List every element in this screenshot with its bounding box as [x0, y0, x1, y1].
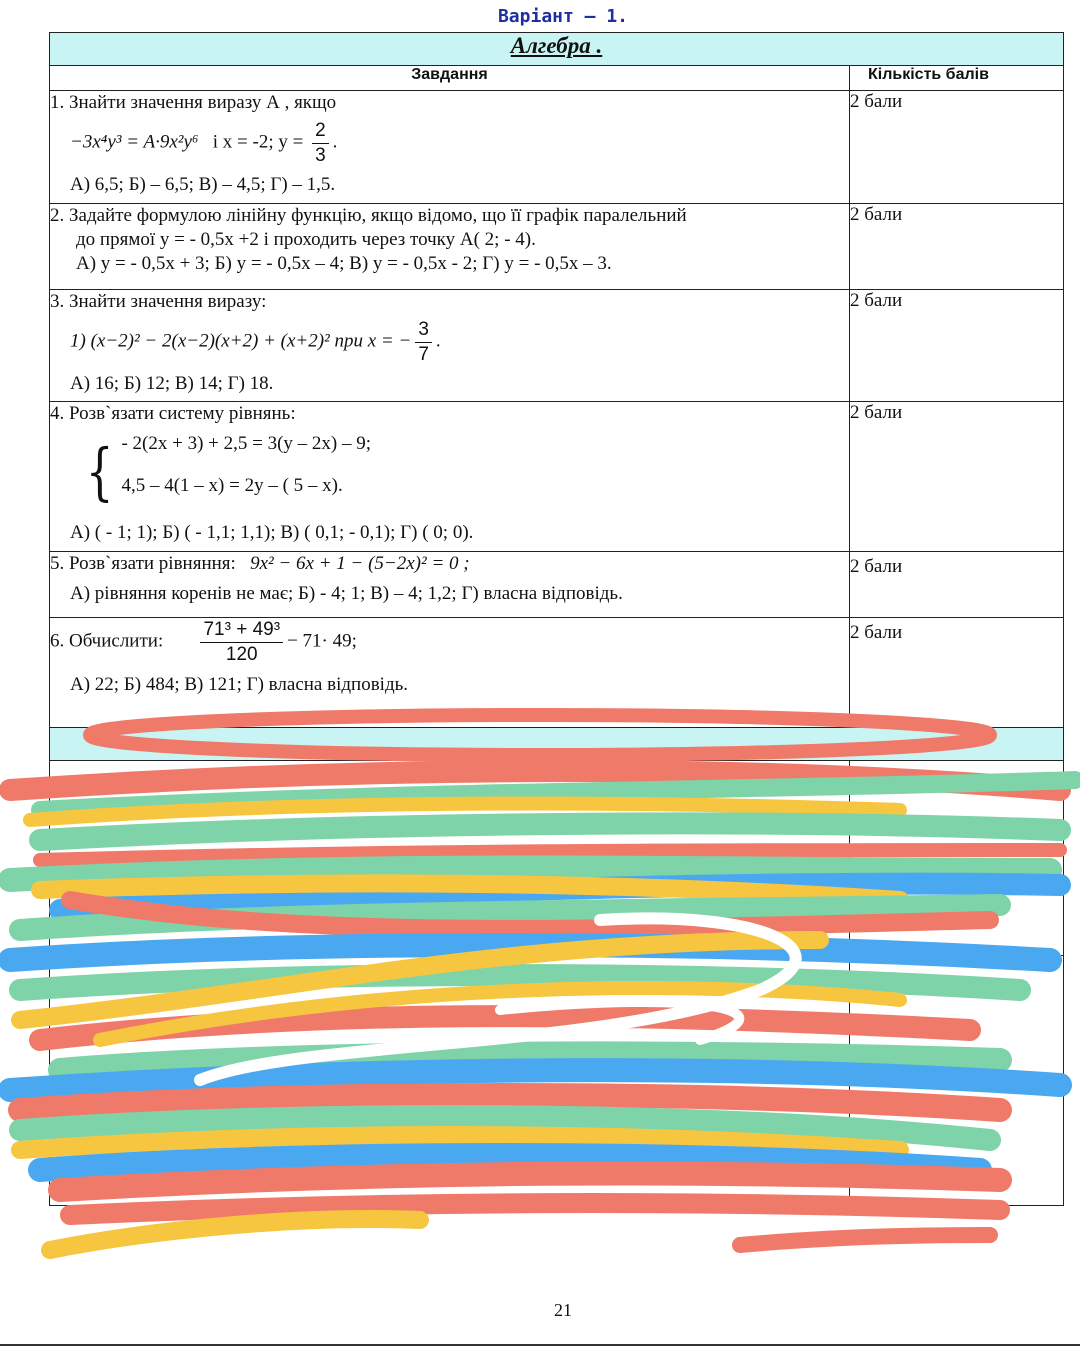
variant-title: Варіант – 1.	[497, 6, 629, 27]
column-points: Кількість балів	[850, 66, 1064, 91]
task-6-line: 6. Обчислити: $\frac{\text{71³ + 49³}}{120}$ − 71· 49;	[50, 619, 357, 665]
brace-icon: {	[85, 434, 114, 508]
task-2-line-1: 2. Задайте формулою лінійну функцію, якщо відомо, що її графік паралельний	[50, 205, 687, 226]
task-2-points: 2 бали	[850, 204, 1064, 290]
task-row-2	[50, 204, 1064, 290]
task-6-fraction: $\frac{\text{71³ + 49³}}{120}$	[200, 618, 283, 667]
task-2-options: А) у = - 0,5х + 3; Б) у = - 0,5х – 4; В) у = - 0,5х - 2; Г) у = - 0,5х – 3.	[76, 252, 612, 274]
task-3-formula: 1) (x−2)² − 2(x−2)(x+2) + (x+2)² при x = − $\frac{3}{7}$ .	[70, 318, 441, 365]
task-4-points: 2 бали	[850, 402, 1064, 552]
task-4-text: 4. Розв`язати систему рівнянь:	[50, 403, 296, 424]
section-header-row	[50, 33, 1064, 66]
task-1-options: А) 6,5; Б) – 6,5; В) – 4,5; Г) – 1,5.	[70, 174, 336, 196]
task-3-points: 2 бали	[850, 290, 1064, 402]
task-row-1	[50, 91, 1064, 204]
bottom-rule	[0, 1344, 1080, 1346]
task-5-line: 5. Розв`язати рівняння: 9x² − 6x + 1 − (5−2x)² = 0 ;	[50, 553, 470, 574]
task-5-points: 2 бали	[850, 552, 1064, 618]
task-table	[49, 32, 1064, 1206]
task-4-options: А) ( - 1; 1); Б) ( - 1,1; 1,1); В) ( 0,1; - 0,1); Г) ( 0; 0).	[70, 522, 474, 544]
column-task: Завдання	[50, 66, 850, 91]
page-number: 21	[554, 1300, 572, 1320]
obscured-row-1	[50, 761, 1064, 881]
task-row-3	[50, 290, 1064, 402]
task-4-equation-2: 4,5 – 4(1 – х) = 2у – ( 5 – х).	[121, 474, 343, 496]
obscured-row-3	[50, 956, 1064, 1206]
task-1-points: 2 бали	[850, 91, 1064, 204]
yellow-stroke	[50, 1219, 420, 1250]
task-row-5	[50, 552, 1064, 618]
obscured-row-2	[50, 881, 1064, 956]
task-1-fraction: $\frac{2}{3}$	[312, 119, 329, 168]
task-3-fraction: $\frac{3}{7}$	[415, 318, 432, 367]
task-4-equation-1: - 2(2х + 3) + 2,5 = 3(у – 2х) – 9;	[121, 432, 372, 454]
task-row-6	[50, 618, 1064, 728]
section-title: Алгебра .	[510, 33, 603, 58]
task-1-formula: −3x⁴y³ = A·9x²y⁶ і х = -2; y = $\frac{2}{3}$ .	[70, 119, 338, 166]
task-6-points: 2 бали	[850, 618, 1064, 728]
task-4-system	[50, 428, 849, 516]
task-3-text: 3. Знайти значення виразу:	[50, 291, 267, 312]
task-5-formula: 9x² − 6x + 1 − (5−2x)² = 0 ;	[250, 553, 470, 574]
task-6-options: А) 22; Б) 484; В) 121; Г) власна відповідь.	[70, 673, 409, 695]
column-header-row	[50, 66, 1064, 91]
task-1-text: 1. Знайти значення виразу А , якщо	[50, 92, 337, 113]
red-stroke	[740, 1235, 990, 1245]
task-row-4	[50, 402, 1064, 552]
section-header-row-2	[50, 728, 1064, 761]
task-3-options: А) 16; Б) 12; В) 14; Г) 18.	[70, 373, 274, 395]
task-2-line-2: до прямої у = - 0,5х +2 і проходить через точку А( 2; - 4).	[76, 228, 536, 250]
task-5-options: А) рівняння коренів не має; Б) - 4; 1; В) – 4; 1,2; Г) власна відповідь.	[70, 582, 623, 604]
